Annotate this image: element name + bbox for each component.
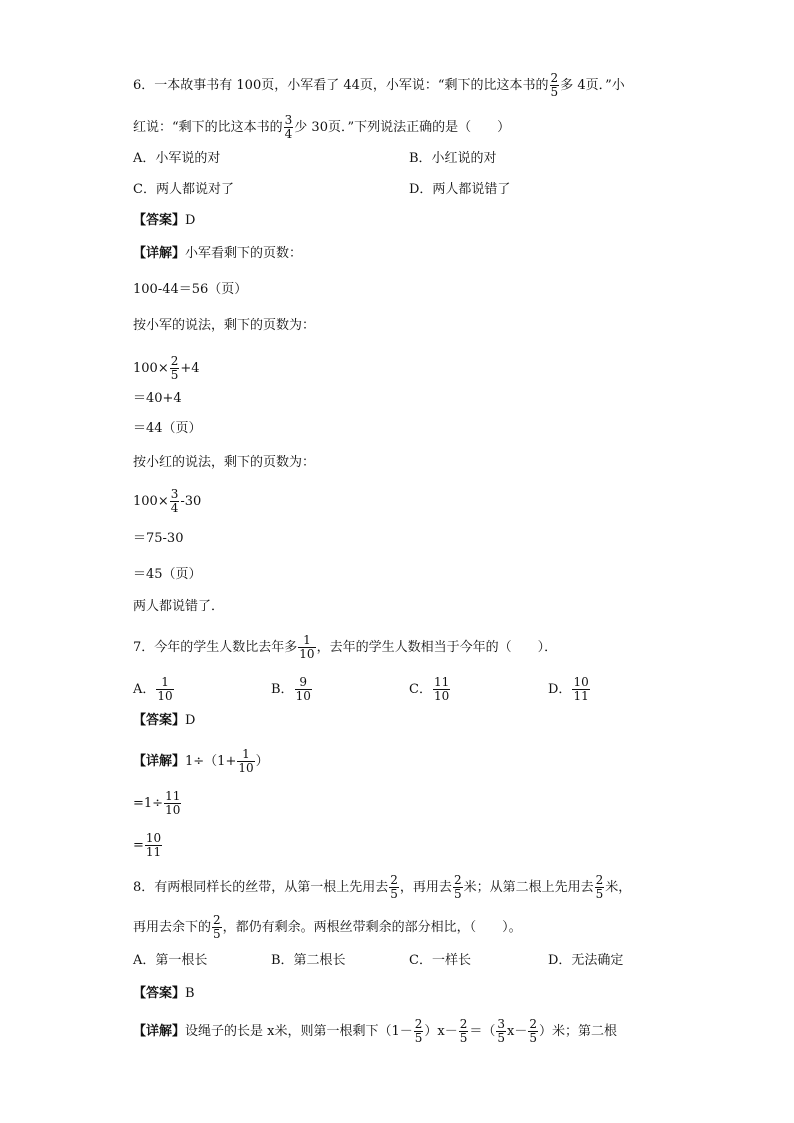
fraction: $\frac{10}{11}$ (145, 831, 162, 859)
fraction: $\frac{11}{10}$ (433, 675, 450, 703)
fraction: $\frac{11}{10}$ (165, 789, 181, 817)
fraction: $\frac{3}{4}$ (284, 113, 293, 141)
q8-stem-line2: 再用去余下的 $\frac{2}{5}$ ，都仍有剩余。两根丝带剩余的部分相比，（ ）。 (133, 913, 522, 941)
fraction: $\frac{9}{10}$ (295, 675, 311, 703)
q6-step: ＝75-30 (133, 531, 184, 546)
q7-step: = $\frac{10}{11}$ (133, 831, 162, 859)
q6-step: ＝40+4 (133, 391, 182, 406)
q6-text: 少 30页．”下列说法正确的是（ ） (294, 120, 511, 135)
q7-option-d: D． $\frac{10}{11}$ (548, 675, 589, 703)
answer-value: D (185, 213, 196, 228)
q6-step: 按小红的说法，剩下的页数为： (133, 455, 316, 470)
fraction: $\frac{2}{5}$ (529, 1017, 538, 1045)
q6-step: 100× $\frac{2}{5}$ +4 (133, 354, 200, 382)
q6-text: 红说：“剩下的比这本书的 (133, 120, 283, 135)
fraction: $\frac{1}{10}$ (238, 747, 254, 775)
fraction: $\frac{2}{5}$ (213, 913, 221, 941)
q8-detail: 【详解】设绳子的长是 x米，则第一根剩下（1－ $\frac{2}{5}$ ）x－ $\frac{2}{5}$ ＝（ $\frac{3}{5}$ x－ $\frac{2}{5}$ ）米；第二根 (133, 1017, 618, 1045)
fraction: $\frac{2}{5}$ (453, 873, 462, 901)
q6-option-c: C．两人都说对了 (133, 182, 234, 197)
answer-label: 【答案】 (133, 213, 186, 228)
q6-option-b: B．小红说的对 (409, 151, 497, 166)
q6-step: 100× $\frac{3}{4}$ -30 (133, 487, 202, 515)
q6-text: 6．一本故事书有 100页，小军看了 44页，小军说：“剩下的比这本书的 (133, 78, 549, 93)
fraction: $\frac{3}{4}$ (170, 487, 179, 515)
fraction: $\frac{2}{5}$ (595, 873, 604, 901)
q6-option-d: D．两人都说错了 (409, 182, 511, 197)
detail-text: 小军看剩下的页数： (185, 246, 303, 261)
q7-option-c: C． $\frac{11}{10}$ (409, 675, 450, 703)
q7-option-b: B． $\frac{9}{10}$ (271, 675, 311, 703)
q8-answer: 【答案】B (133, 986, 195, 1001)
q6-step: ＝45（页） (133, 567, 202, 582)
q7-detail: 【详解】1÷（1+ $\frac{1}{10}$ ） (133, 747, 269, 775)
q6-step: 按小军的说法，剩下的页数为： (133, 318, 316, 333)
q8-option-d: D．无法确定 (548, 953, 624, 968)
q6-option-a: A．小军说的对 (133, 151, 221, 166)
detail-label: 【详解】 (133, 246, 186, 261)
q6-step: ＝44（页） (133, 421, 202, 436)
q6-answer (133, 212, 195, 230)
q6-detail (133, 245, 302, 263)
fraction: $\frac{3}{5}$ (497, 1017, 506, 1045)
q6-text: 多 4页．”小 (560, 78, 625, 93)
q6-stem-line1 (133, 72, 625, 99)
fraction: $\frac{2}{5}$ (550, 71, 559, 99)
fraction: $\frac{2}{5}$ (170, 354, 179, 382)
q7-stem: 7．今年的学生人数比去年多 $\frac{1}{10}$ ，去年的学生人数相当于今年的（ ）． (133, 633, 558, 661)
fraction: $\frac{10}{11}$ (573, 675, 589, 703)
q6-step: 100-44＝56（页） (133, 282, 248, 297)
fraction: $\frac{1}{10}$ (157, 675, 173, 703)
q7-option-a: A． $\frac{1}{10}$ (133, 675, 173, 703)
q7-answer: 【答案】D (133, 713, 196, 728)
q6-conclusion: 两人都说错了． (133, 599, 225, 614)
q6-stem-line2 (133, 114, 510, 141)
fraction: $\frac{2}{5}$ (459, 1017, 468, 1045)
q8-option-b: B．第二根长 (271, 953, 346, 968)
q7-step: =1÷ $\frac{11}{10}$ (133, 789, 181, 817)
q8-stem-line1: 8．有两根同样长的丝带，从第一根上先用去 $\frac{2}{5}$ ，再用去 $\frac{2}{5}$ 米；从第二根上先用去 $\frac{2}{5}$ 米， (133, 873, 632, 901)
fraction: $\frac{2}{5}$ (390, 873, 398, 901)
q8-option-c: C．一样长 (409, 953, 471, 968)
fraction: $\frac{2}{5}$ (414, 1017, 423, 1045)
q8-option-a: A．第一根长 (133, 953, 208, 968)
fraction: $\frac{1}{10}$ (299, 633, 315, 661)
